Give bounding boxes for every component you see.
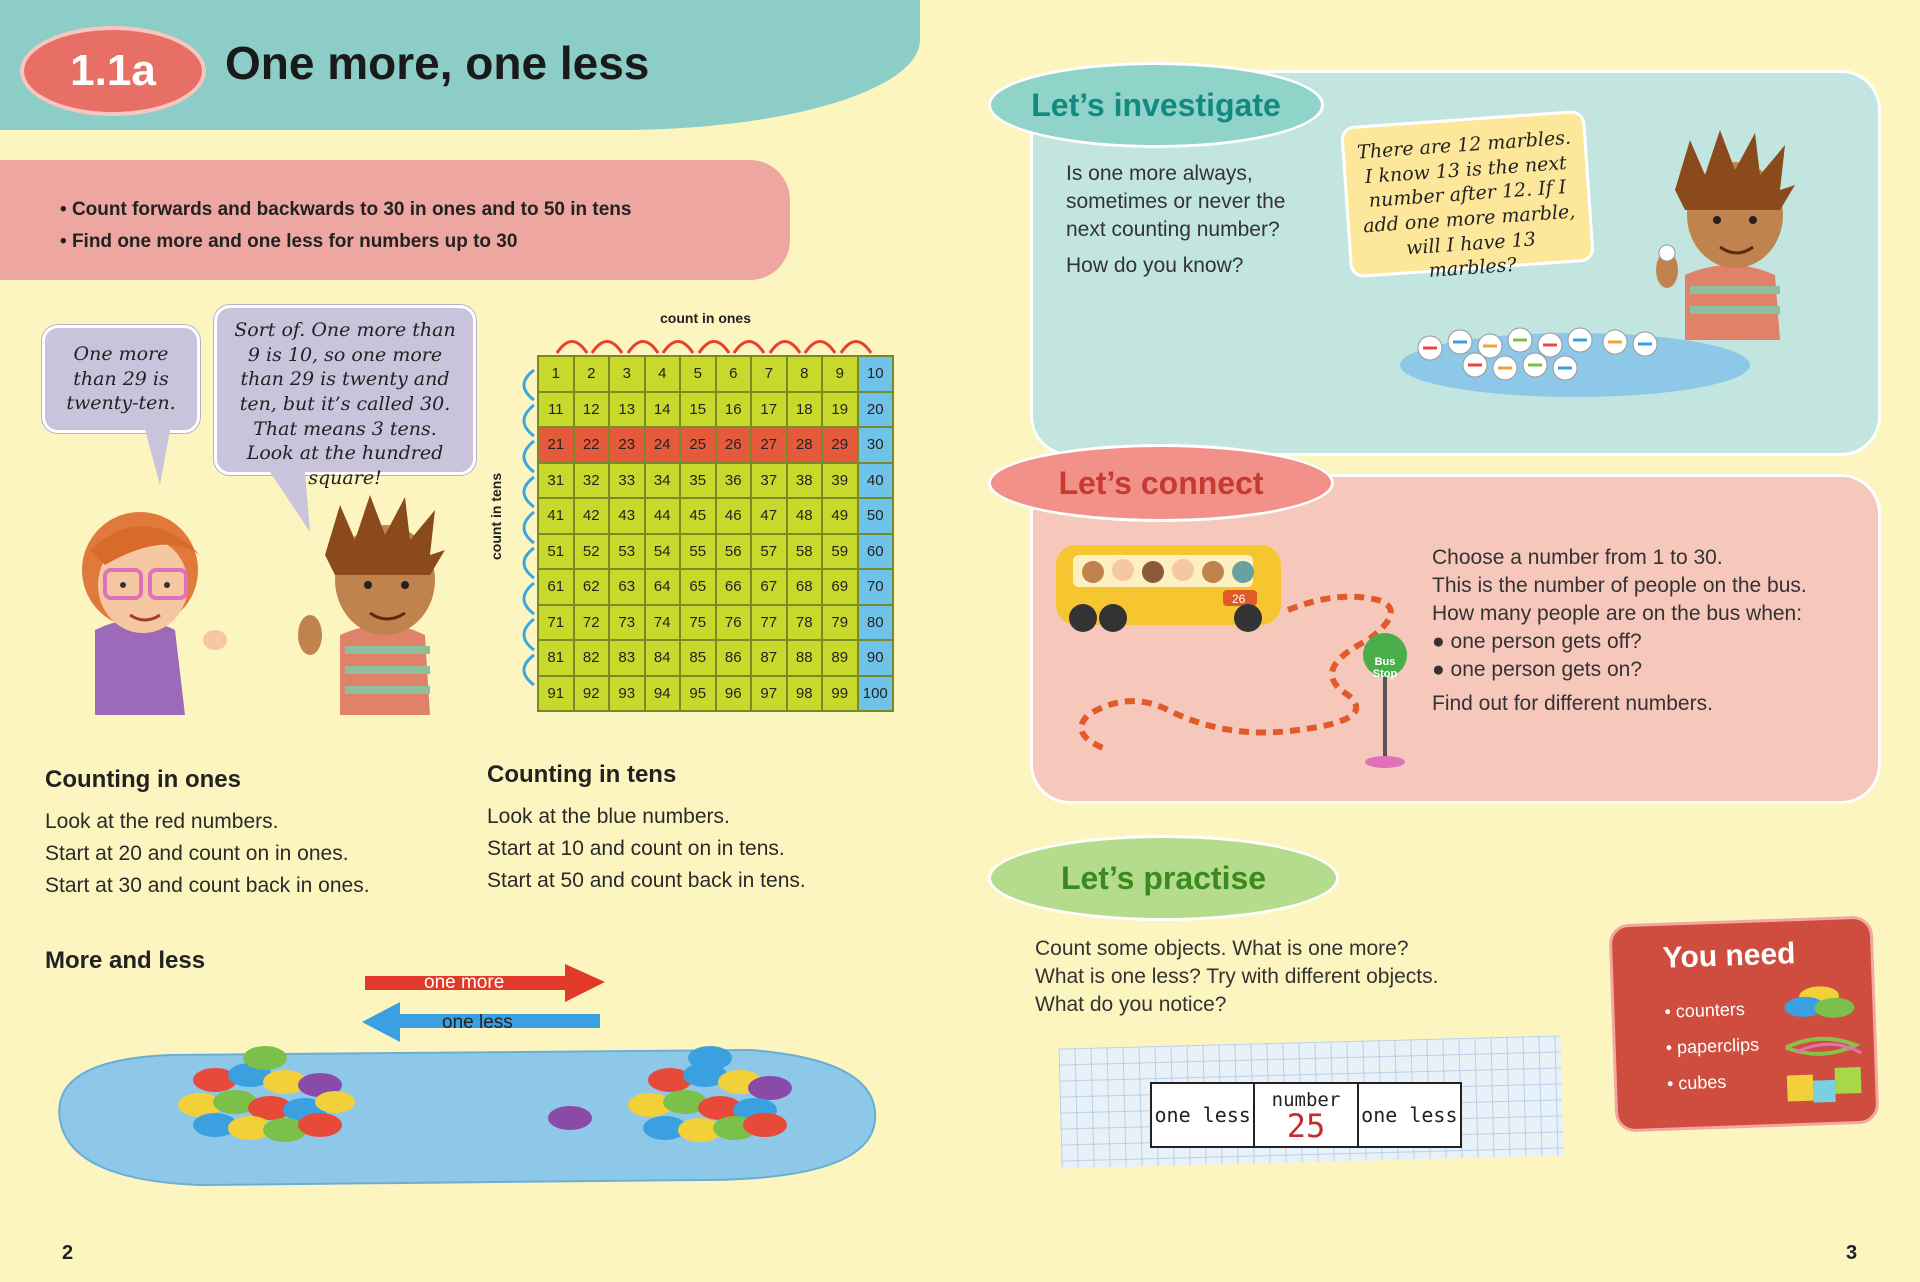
hundred-square-cell: 68 [787, 569, 823, 605]
hundred-square-cell: 23 [609, 427, 645, 463]
hundred-square-cell: 79 [822, 605, 858, 641]
hundred-square-cell: 69 [822, 569, 858, 605]
hundred-square-cell: 42 [574, 498, 610, 534]
hundred-square-cell: 89 [822, 640, 858, 676]
arrow-one-less-label: one less [442, 1012, 513, 1033]
you-need-title: You need [1662, 937, 1796, 975]
hundred-square-cell: 58 [787, 534, 823, 570]
hundred-square-cell: 61 [538, 569, 574, 605]
page-title: One more, one less [225, 37, 650, 89]
practise-table [1150, 1082, 1462, 1148]
hundred-square-cell: 60 [858, 534, 894, 570]
hundred-square-cell: 85 [680, 640, 716, 676]
table-cell-number: number 25 [1255, 1084, 1358, 1146]
practise-tag: Let’s practise [988, 835, 1339, 921]
connect-bullet: ● one person gets off? [1432, 630, 1642, 653]
hundred-square-cell: 86 [716, 640, 752, 676]
objective-item: • Find one more and one less for numbers up to 30 [60, 231, 518, 252]
hundred-square-cell: 7 [751, 356, 787, 392]
hundred-square-cell: 32 [574, 463, 610, 499]
hundred-square-cell: 33 [609, 463, 645, 499]
you-need-objects-illustration [1773, 975, 1867, 1108]
hundred-square-cell: 8 [787, 356, 823, 392]
hundred-square-cell: 72 [574, 605, 610, 641]
connect-tag: Let’s connect [988, 444, 1334, 522]
hundred-square-cell: 9 [822, 356, 858, 392]
hundred-square-cell: 27 [751, 427, 787, 463]
hundred-square-cell: 81 [538, 640, 574, 676]
hundred-square-cell: 36 [716, 463, 752, 499]
hundred-square-cell: 25 [680, 427, 716, 463]
hundred-square-cell: 77 [751, 605, 787, 641]
bus-stop-sign: Bus Stop [1372, 656, 1398, 680]
you-need-item: • cubes [1666, 1071, 1727, 1094]
hundred-square-cell: 74 [645, 605, 681, 641]
hundred-square-cell: 100 [858, 676, 894, 712]
you-need-item: • counters [1664, 998, 1746, 1022]
hundred-square-cell: 52 [574, 534, 610, 570]
hundred-square-cell: 49 [822, 498, 858, 534]
objective-item: • Count forwards and backwards to 30 in ones and to 50 in tens [60, 199, 632, 220]
practise-text: Count some objects. What is one more? What is one less? Try with different objects. What do you notice? [1035, 937, 1439, 1016]
hundred-square-cell: 83 [609, 640, 645, 676]
connect-bullet: ● one person gets on? [1432, 658, 1643, 681]
boy-speech-bubble: Sort of. One more than 9 is 10, so one more than 29 is twenty and ten, but it’s called 30. That means 3 tens. Look at the hundred square! [214, 305, 476, 475]
hundred-square-cell: 76 [716, 605, 752, 641]
hundred-square-cell: 2 [574, 356, 610, 392]
hundred-square-cell: 70 [858, 569, 894, 605]
hundred-square-cell: 62 [574, 569, 610, 605]
counting-tens-heading: Counting in tens [487, 761, 677, 788]
hundred-square-cell: 63 [609, 569, 645, 605]
hundred-square-cell: 91 [538, 676, 574, 712]
hundred-square-cell: 71 [538, 605, 574, 641]
hundred-square-cell: 14 [645, 392, 681, 428]
hundred-square-cell: 66 [716, 569, 752, 605]
hundred-square-cell: 90 [858, 640, 894, 676]
hundred-square-cell: 48 [787, 498, 823, 534]
hundred-square-cell: 4 [645, 356, 681, 392]
hundred-square-cell: 17 [751, 392, 787, 428]
hundred-square-cell: 5 [680, 356, 716, 392]
hundred-square-cell: 34 [645, 463, 681, 499]
hundred-square-cell: 37 [751, 463, 787, 499]
hundred-square-cell: 18 [787, 392, 823, 428]
hundred-square-cell: 54 [645, 534, 681, 570]
page-number-right: 3 [1846, 1242, 1858, 1264]
hundred-square-cell: 16 [716, 392, 752, 428]
counting-ones-heading: Counting in ones [45, 766, 241, 793]
hundred-square-cell: 31 [538, 463, 574, 499]
hundred-square [537, 355, 894, 712]
hundred-square-cell: 93 [609, 676, 645, 712]
hundred-square-cell: 44 [645, 498, 681, 534]
hundred-square-cell: 59 [822, 534, 858, 570]
hundred-square-cell: 55 [680, 534, 716, 570]
boy-illustration [290, 485, 480, 715]
lesson-code: 1.1a [70, 46, 156, 95]
hundred-square-cell: 41 [538, 498, 574, 534]
hundred-square-cell: 88 [787, 640, 823, 676]
hundred-square-cell: 29 [822, 427, 858, 463]
hundred-square-cell: 40 [858, 463, 894, 499]
hundred-square-cell: 39 [822, 463, 858, 499]
boy-with-marble-illustration [1645, 125, 1825, 340]
hundred-square-cell: 98 [787, 676, 823, 712]
hundred-square-cell: 10 [858, 356, 894, 392]
hundred-square-cell: 51 [538, 534, 574, 570]
hundred-square-cell: 57 [751, 534, 787, 570]
hundred-square-cell: 84 [645, 640, 681, 676]
hundred-square-cell: 95 [680, 676, 716, 712]
girl-speech-bubble: One more than 29 is twenty-ten. [42, 325, 200, 433]
hundred-square-cell: 19 [822, 392, 858, 428]
girl-illustration [55, 490, 235, 715]
girl-bubble-tail [140, 430, 180, 490]
hundred-square-cell: 92 [574, 676, 610, 712]
hundred-square-cell: 22 [574, 427, 610, 463]
hundred-square-cell: 96 [716, 676, 752, 712]
hundred-square-cell: 67 [751, 569, 787, 605]
hundred-square-cell: 30 [858, 427, 894, 463]
hundred-square-cell: 56 [716, 534, 752, 570]
hundred-square-cell: 26 [716, 427, 752, 463]
hundred-square-cell: 64 [645, 569, 681, 605]
hundred-square-cell: 65 [680, 569, 716, 605]
hundred-square-cell: 47 [751, 498, 787, 534]
marbles-speech-bubble: There are 12 marbles. I know 13 is the next number after 12. If I add one more marble, will I have 13 marbles? [1340, 110, 1595, 279]
page-number-left: 2 [62, 1242, 74, 1264]
hundred-square-cell: 1 [538, 356, 574, 392]
hundred-square-cell: 75 [680, 605, 716, 641]
hundred-square-cell: 35 [680, 463, 716, 499]
count-in-tens-label: count in tens [488, 472, 504, 560]
hundred-square-cell: 46 [716, 498, 752, 534]
arrow-one-more-label: one more [424, 972, 505, 993]
hundred-square-cell: 38 [787, 463, 823, 499]
counting-ones-text: Look at the red numbers. Start at 20 and count on in ones. Start at 30 and count back in ones. [45, 810, 370, 897]
count-in-tens-arrows [512, 365, 540, 705]
more-and-less-heading: More and less [45, 947, 206, 974]
hundred-square-cell: 3 [609, 356, 645, 392]
hundred-square-cell: 97 [751, 676, 787, 712]
hundred-square-cell: 20 [858, 392, 894, 428]
hundred-square-cell: 24 [645, 427, 681, 463]
hundred-square-cell: 53 [609, 534, 645, 570]
hundred-square-cell: 87 [751, 640, 787, 676]
you-need-item: • paperclips [1665, 1034, 1760, 1058]
count-in-ones-arrows [552, 328, 882, 358]
counters-mat-illustration [50, 1040, 885, 1190]
you-need-list [1664, 991, 1761, 1102]
hundred-square-cell: 80 [858, 605, 894, 641]
connect-text: Choose a number from 1 to 30. This is the number of people on the bus. How many people are on the bus when: ● one person gets off? ● one person gets on? Find out for different numbers. [1432, 546, 1807, 715]
hundred-square-cell: 99 [822, 676, 858, 712]
hundred-square-cell: 28 [787, 427, 823, 463]
hundred-square-cell: 11 [538, 392, 574, 428]
hundred-square-cell: 13 [609, 392, 645, 428]
table-cell-one-less-left: one less [1152, 1084, 1255, 1146]
lesson-code-badge [20, 26, 206, 116]
hundred-square-cell: 82 [574, 640, 610, 676]
counting-tens-text: Look at the blue numbers. Start at 10 and count on in tens. Start at 50 and count back in tens. [487, 805, 806, 892]
hundred-square-cell: 12 [574, 392, 610, 428]
bus-route-illustration [1048, 530, 1418, 775]
count-in-ones-label: count in ones [660, 310, 751, 326]
bus-number: 26 [1232, 592, 1246, 606]
hundred-square-cell: 50 [858, 498, 894, 534]
hundred-square-cell: 21 [538, 427, 574, 463]
you-need-box [1608, 915, 1879, 1132]
hundred-square-cell: 6 [716, 356, 752, 392]
hundred-square-cell: 73 [609, 605, 645, 641]
investigate-tag: Let’s investigate [988, 62, 1324, 148]
hundred-square-cell: 94 [645, 676, 681, 712]
hundred-square-cell: 45 [680, 498, 716, 534]
table-cell-one-less-right: one less [1361, 1103, 1458, 1127]
hundred-square-cell: 78 [787, 605, 823, 641]
hundred-square-cell: 43 [609, 498, 645, 534]
investigate-question: Is one more always, sometimes or never the next counting number? How do you know? [1066, 162, 1286, 277]
hundred-square-cell: 15 [680, 392, 716, 428]
